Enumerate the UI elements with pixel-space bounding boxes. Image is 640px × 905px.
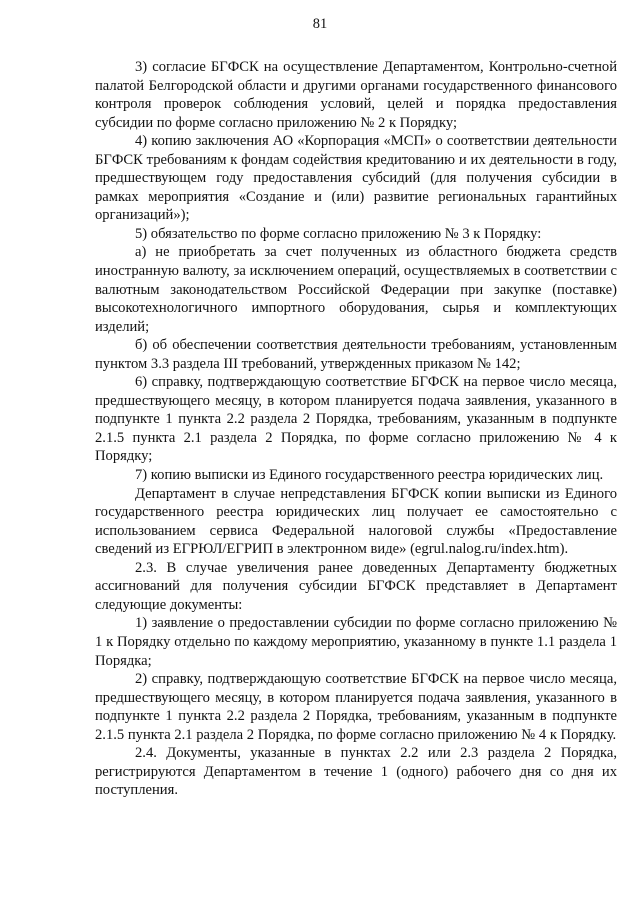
paragraph-consent: 3) согласие БГФСК на осуществление Департаментом, Контрольно-счетной палатой Белгородской области и другими органами государственного финансового контроля проверок соблюдения условий, целей и порядка предоставления субсидии по форме согласно приложению № 2 к Порядку; [95, 59, 617, 131]
paragraph-department-egrul: Департамент в случае непредставления БГФСК копии выписки из Единого государственного реестра юридических лиц получает ее самостоятельно с использованием сервиса Федеральной налоговой службы «Предоставление сведений из ЕГРЮЛ/ЕГРИП в электронном виде» (egrul.nalog.ru/index.htm). [95, 485, 617, 558]
paragraph-egrul-copy: 7) копию выписки из Единого государственного реестра юридических лиц. [135, 467, 604, 484]
paragraph-obligation-b: б) об обеспечении соответствия деятельности требованиям, установленным пунктом 3.3 раздела III требований, утвержденных приказом № 142; [95, 337, 617, 372]
paragraph-2-3-item-2: 2) справку, подтверждающую соответствие БГФСК на первое число месяца, предшествующего месяцу, в котором планируется подача заявления, указанного в подпункте 1 пункта 2.2 раздела 2 Порядка, требованиям, указанным в подпункте 2.1.5 пункта 2.1 раздела 2 Порядка, по форме согласно приложению № 4 к Порядку. [95, 671, 617, 743]
paragraph-msp-conclusion: 4) копию заключения АО «Корпорация «МСП» о соответствии деятельности БГФСК требованиям к фондам содействия кредитованию и их деятельности в году, предшествующем году предоставления субсидий (для получения субсидии в рамках мероприятия «Создание и (или) развитие региональных гарантийных организаций»); [95, 133, 617, 224]
paragraph-obligation: 5) обязательство по форме согласно приложению № 3 к Порядку: [135, 225, 542, 242]
paragraph-2-3-item-1: 1) заявление о предоставлении субсидии по форме согласно приложению № 1 к Порядку отдельно по каждому мероприятию, указанному в пункте 1.1 раздела 1 Порядка; [95, 615, 617, 669]
paragraph-2-4: 2.4. Документы, указанные в пунктах 2.2 или 2.3 раздела 2 Порядка, регистрируются Департаментом в течение 1 (одного) рабочего дня со дня их поступления. [95, 745, 617, 799]
paragraph-certificate: 6) справку, подтверждающую соответствие БГФСК на первое число месяца, предшествующего месяцу, в котором планируется подача заявления, указанного в подпункте 1 пункта 2.2 раздела 2 Порядка, требованиям, указанным в подпункте 2.1.5 пункта 2.1 раздела 2 Порядка, по форме согласно приложению № 4 к Порядку; [95, 374, 617, 465]
page-number: 81 [312, 16, 328, 32]
paragraph-obligation-a: а) не приобретать за счет полученных из областного бюджета средств иностранную валюту, за исключением операций, осуществляемых в соответствии с валютным законодательством Российской Федерации при закупке (поставке) высокотехнологичного импортного оборудования, сырья и комплектующих изделий; [95, 244, 617, 335]
paragraph-2-3: 2.3. В случае увеличения ранее доведенных Департаменту бюджетных ассигнований для получения субсидии БГФСК представляет в Департамент следующие документы: [95, 559, 617, 613]
document-body [95, 58, 617, 800]
